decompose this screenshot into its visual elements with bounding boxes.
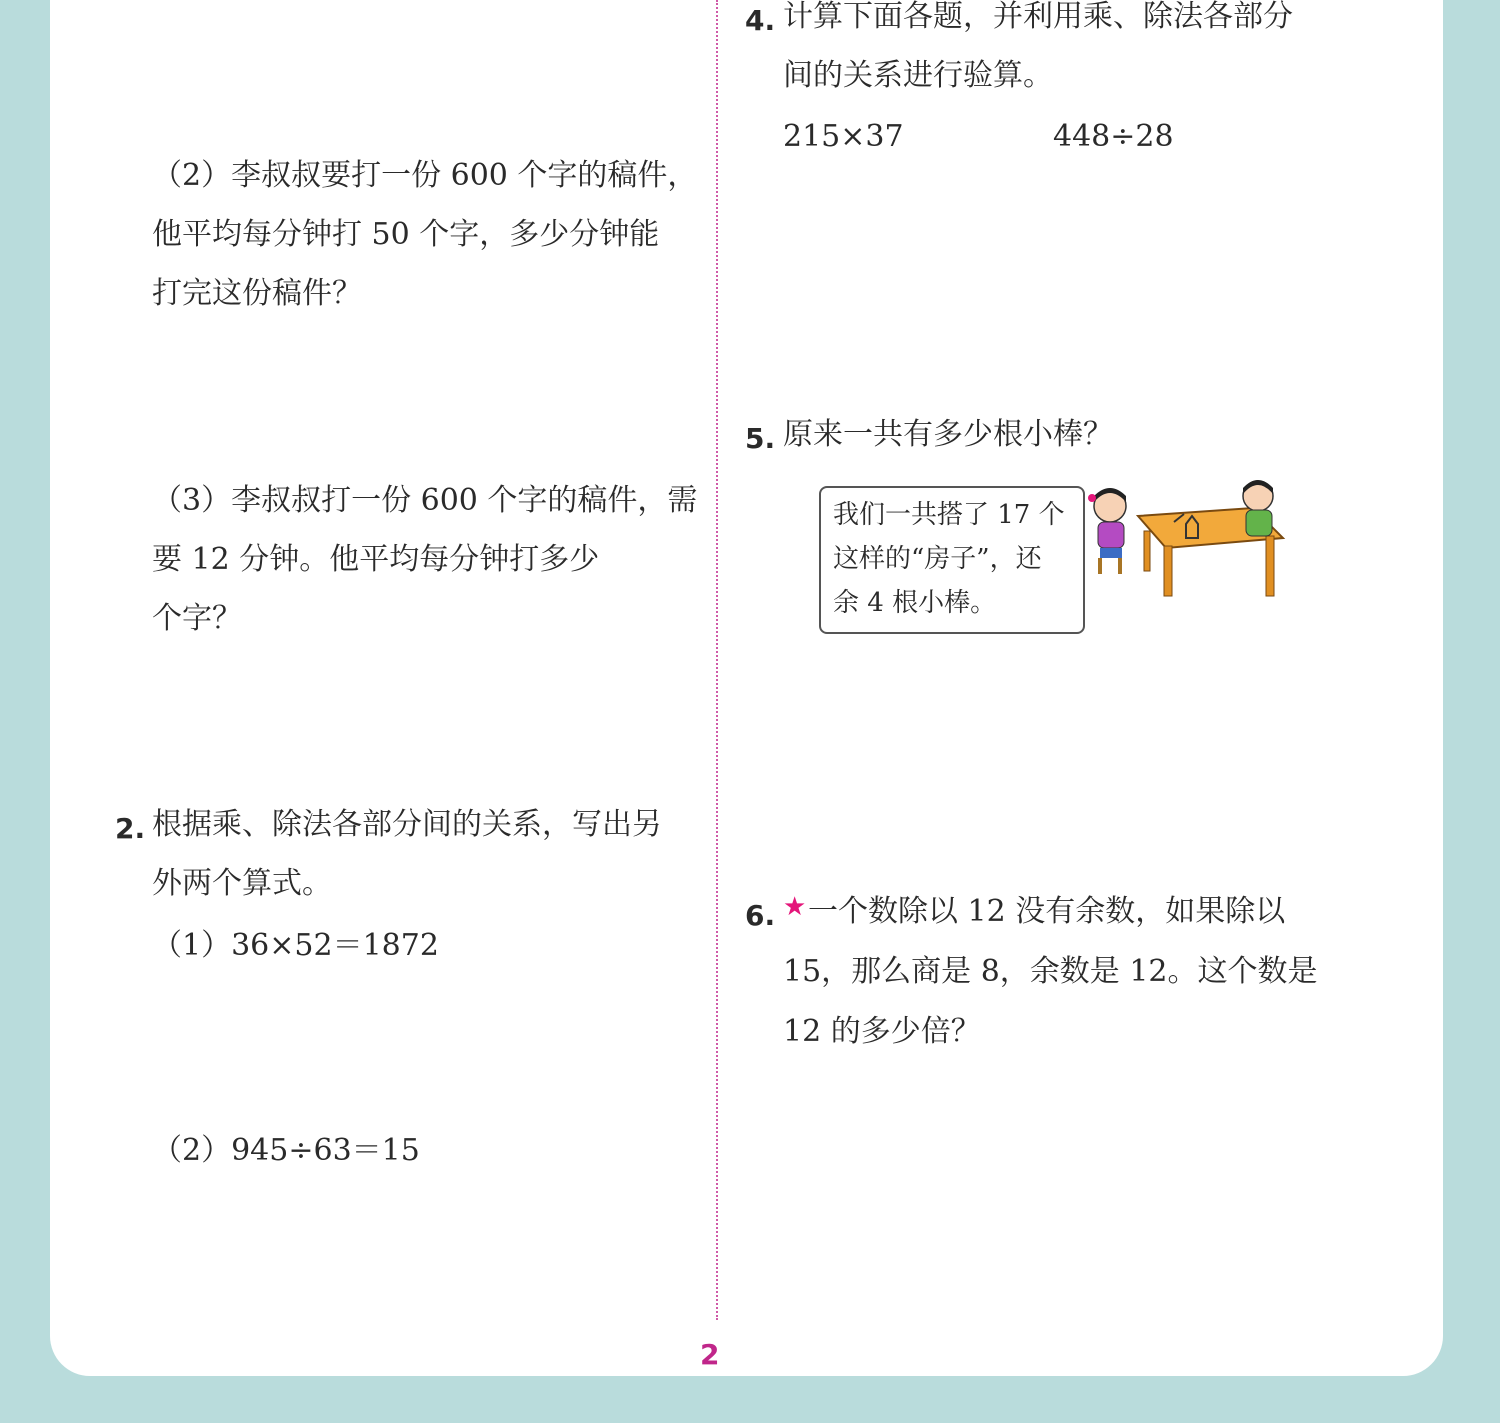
question-6-line1: 一个数除以 12 没有余数，如果除以 bbox=[808, 894, 1286, 929]
question-2-line2: 外两个算式。 bbox=[152, 866, 332, 901]
question-2-line1: 根据乘、除法各部分间的关系，写出另 bbox=[152, 807, 662, 842]
question-6-line2: 15，那么商是 8，余数是 12。这个数是 bbox=[783, 954, 1318, 989]
column-divider bbox=[716, 0, 718, 1320]
question-5-number: 5. bbox=[745, 422, 776, 455]
q1-3-line2: 要 12 分钟。他平均每分钟打多少 bbox=[152, 542, 600, 577]
q1-3-line1: （3）李叔叔打一份 600 个字的稿件，需 bbox=[152, 483, 698, 518]
question-4-line2: 间的关系进行验算。 bbox=[783, 58, 1053, 93]
bubble-line1: 我们一共搭了 17 个 bbox=[833, 500, 1065, 530]
question-4-line1: 计算下面各题，并利用乘、除法各部分 bbox=[783, 0, 1293, 34]
worksheet-page bbox=[50, 0, 1443, 1376]
question-5-text: 原来一共有多少根小棒？ bbox=[783, 417, 1113, 452]
q1-3-line3: 个字？ bbox=[152, 601, 242, 636]
page-number: 2 bbox=[700, 1338, 720, 1371]
question-4-expr-2: 448÷28 bbox=[1053, 119, 1174, 154]
question-4-expr-1: 215×37 bbox=[783, 119, 904, 154]
bubble-line2: 这样的“房子”，还 bbox=[833, 544, 1042, 574]
question-2-part-2: （2）945÷63＝15 bbox=[152, 1133, 420, 1168]
q1-2-line2: 他平均每分钟打 50 个字，多少分钟能 bbox=[152, 217, 660, 252]
children-at-table-illustration bbox=[1078, 476, 1288, 606]
speech-bubble bbox=[819, 486, 1085, 634]
q1-2-line3: 打完这份稿件？ bbox=[152, 276, 362, 311]
question-4-number: 4. bbox=[745, 4, 776, 37]
bubble-line3: 余 4 根小棒。 bbox=[833, 588, 997, 618]
question-6-line3: 12 的多少倍？ bbox=[783, 1014, 981, 1049]
challenge-star-icon: ★ bbox=[783, 892, 807, 922]
question-2-part-1: （1）36×52＝1872 bbox=[152, 928, 439, 963]
question-2-number: 2. bbox=[115, 812, 146, 845]
q1-2-line1: （2）李叔叔要打一份 600 个字的稿件， bbox=[152, 158, 698, 193]
question-6-number: 6. bbox=[745, 899, 776, 932]
